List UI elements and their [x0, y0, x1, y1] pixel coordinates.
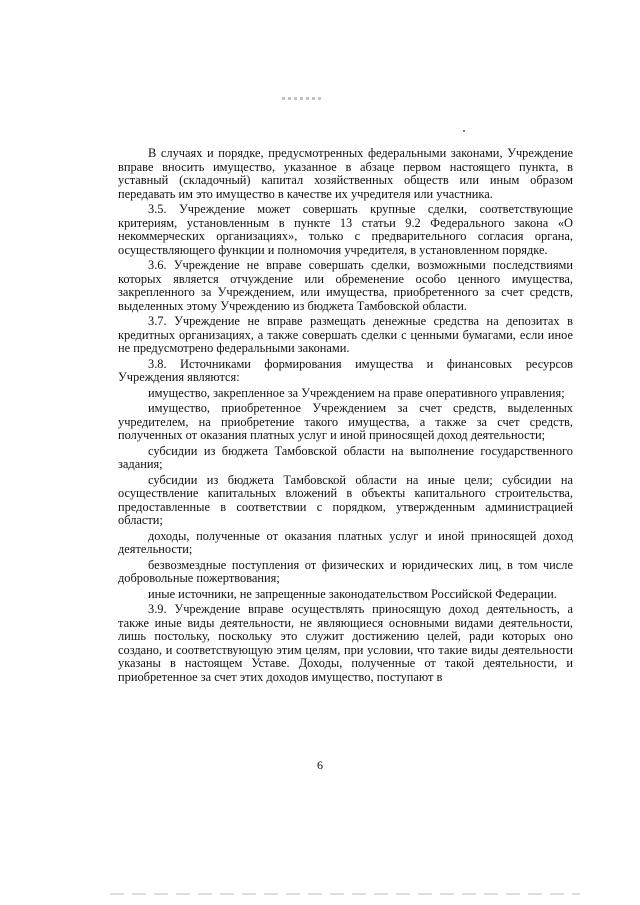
paragraph-3-6: 3.6. Учреждение не вправе совершать сделки, возможными последствиями которых является отчуждение или обременение особо ценного имущества, закрепленного за Учреждением, или имущества, приобретенного за счет средств, выделенных этому Учреждению из бюджета Тамбовской области. — [118, 258, 573, 313]
scan-mark — [282, 97, 324, 100]
list-item: иные источники, не запрещенные законодательством Российской Федерации. — [148, 586, 557, 601]
page-number: 6 — [317, 758, 323, 772]
paragraph-3-4-cont: В случаях и порядке, предусмотренных федеральными законами, Учреждение вправе вносить имущество, указанное в абзаце первом настоящего пункта, в уставный (складочный) капитал хозяйственных обществ или иным образом передавать им это имущество в качестве их учредителя или участника. — [118, 146, 573, 201]
paragraph-3-7: 3.7. Учреждение не вправе размещать денежные средства на депозитах в кредитных организациях, а также совершать сделки с ценными бумагами, если иное не предусмотрено федеральными законами. — [118, 314, 573, 355]
list-item: субсидии из бюджета Тамбовской области на иные цели; субсидии на осуществление капитальных вложений в объекты капитального строительства, предоставленные в соответствии с порядком, утвержденным администрацией области; — [118, 472, 573, 527]
scan-dot — [463, 130, 465, 132]
list-item: доходы, полученные от оказания платных услуг и иной приносящей доход деятельности; — [118, 528, 573, 556]
list-item: субсидии из бюджета Тамбовской области на выполнение государственного задания; — [118, 443, 573, 471]
paragraph-3-8: 3.8. Источниками формирования имущества и финансовых ресурсов Учреждения являются: — [118, 356, 573, 384]
scan-edge — [110, 893, 580, 895]
list-item: безвозмездные поступления от физических и юридических лиц, в том числе добровольные пожертвования; — [118, 557, 573, 585]
list-item: имущество, приобретенное Учреждением за счет средств, выделенных учредителем, на приобретение такого имущества, а также за счет средств, полученных от оказания платных услуг и иной приносящей доход деятельности; — [118, 401, 573, 442]
paragraph-3-5: 3.5. Учреждение может совершать крупные сделки, соответствующие критериям, установленным в пункте 13 статьи 9.2 Федерального закона «О некоммерческих организациях», только с предварительного согласия органа, осуществляющего функции и полномочия учредителя, в установленном порядке. — [118, 202, 573, 257]
document-body — [118, 147, 573, 686]
paragraph-3-9: 3.9. Учреждение вправе осуществлять приносящую доход деятельность, а также иные виды деятельности, не являющиеся основными видами деятельности, лишь постольку, поскольку это служит достижению целей, ради которых оно создано, и соответствующую этим целям, при условии, что такие виды деятельности указаны в настоящем Уставе. Доходы, полученные от такой деятельности, и приобретенное за счет этих доходов имущество, поступают в — [118, 602, 573, 684]
list-item: имущество, закрепленное за Учреждением на праве оперативного управления; — [148, 385, 565, 400]
